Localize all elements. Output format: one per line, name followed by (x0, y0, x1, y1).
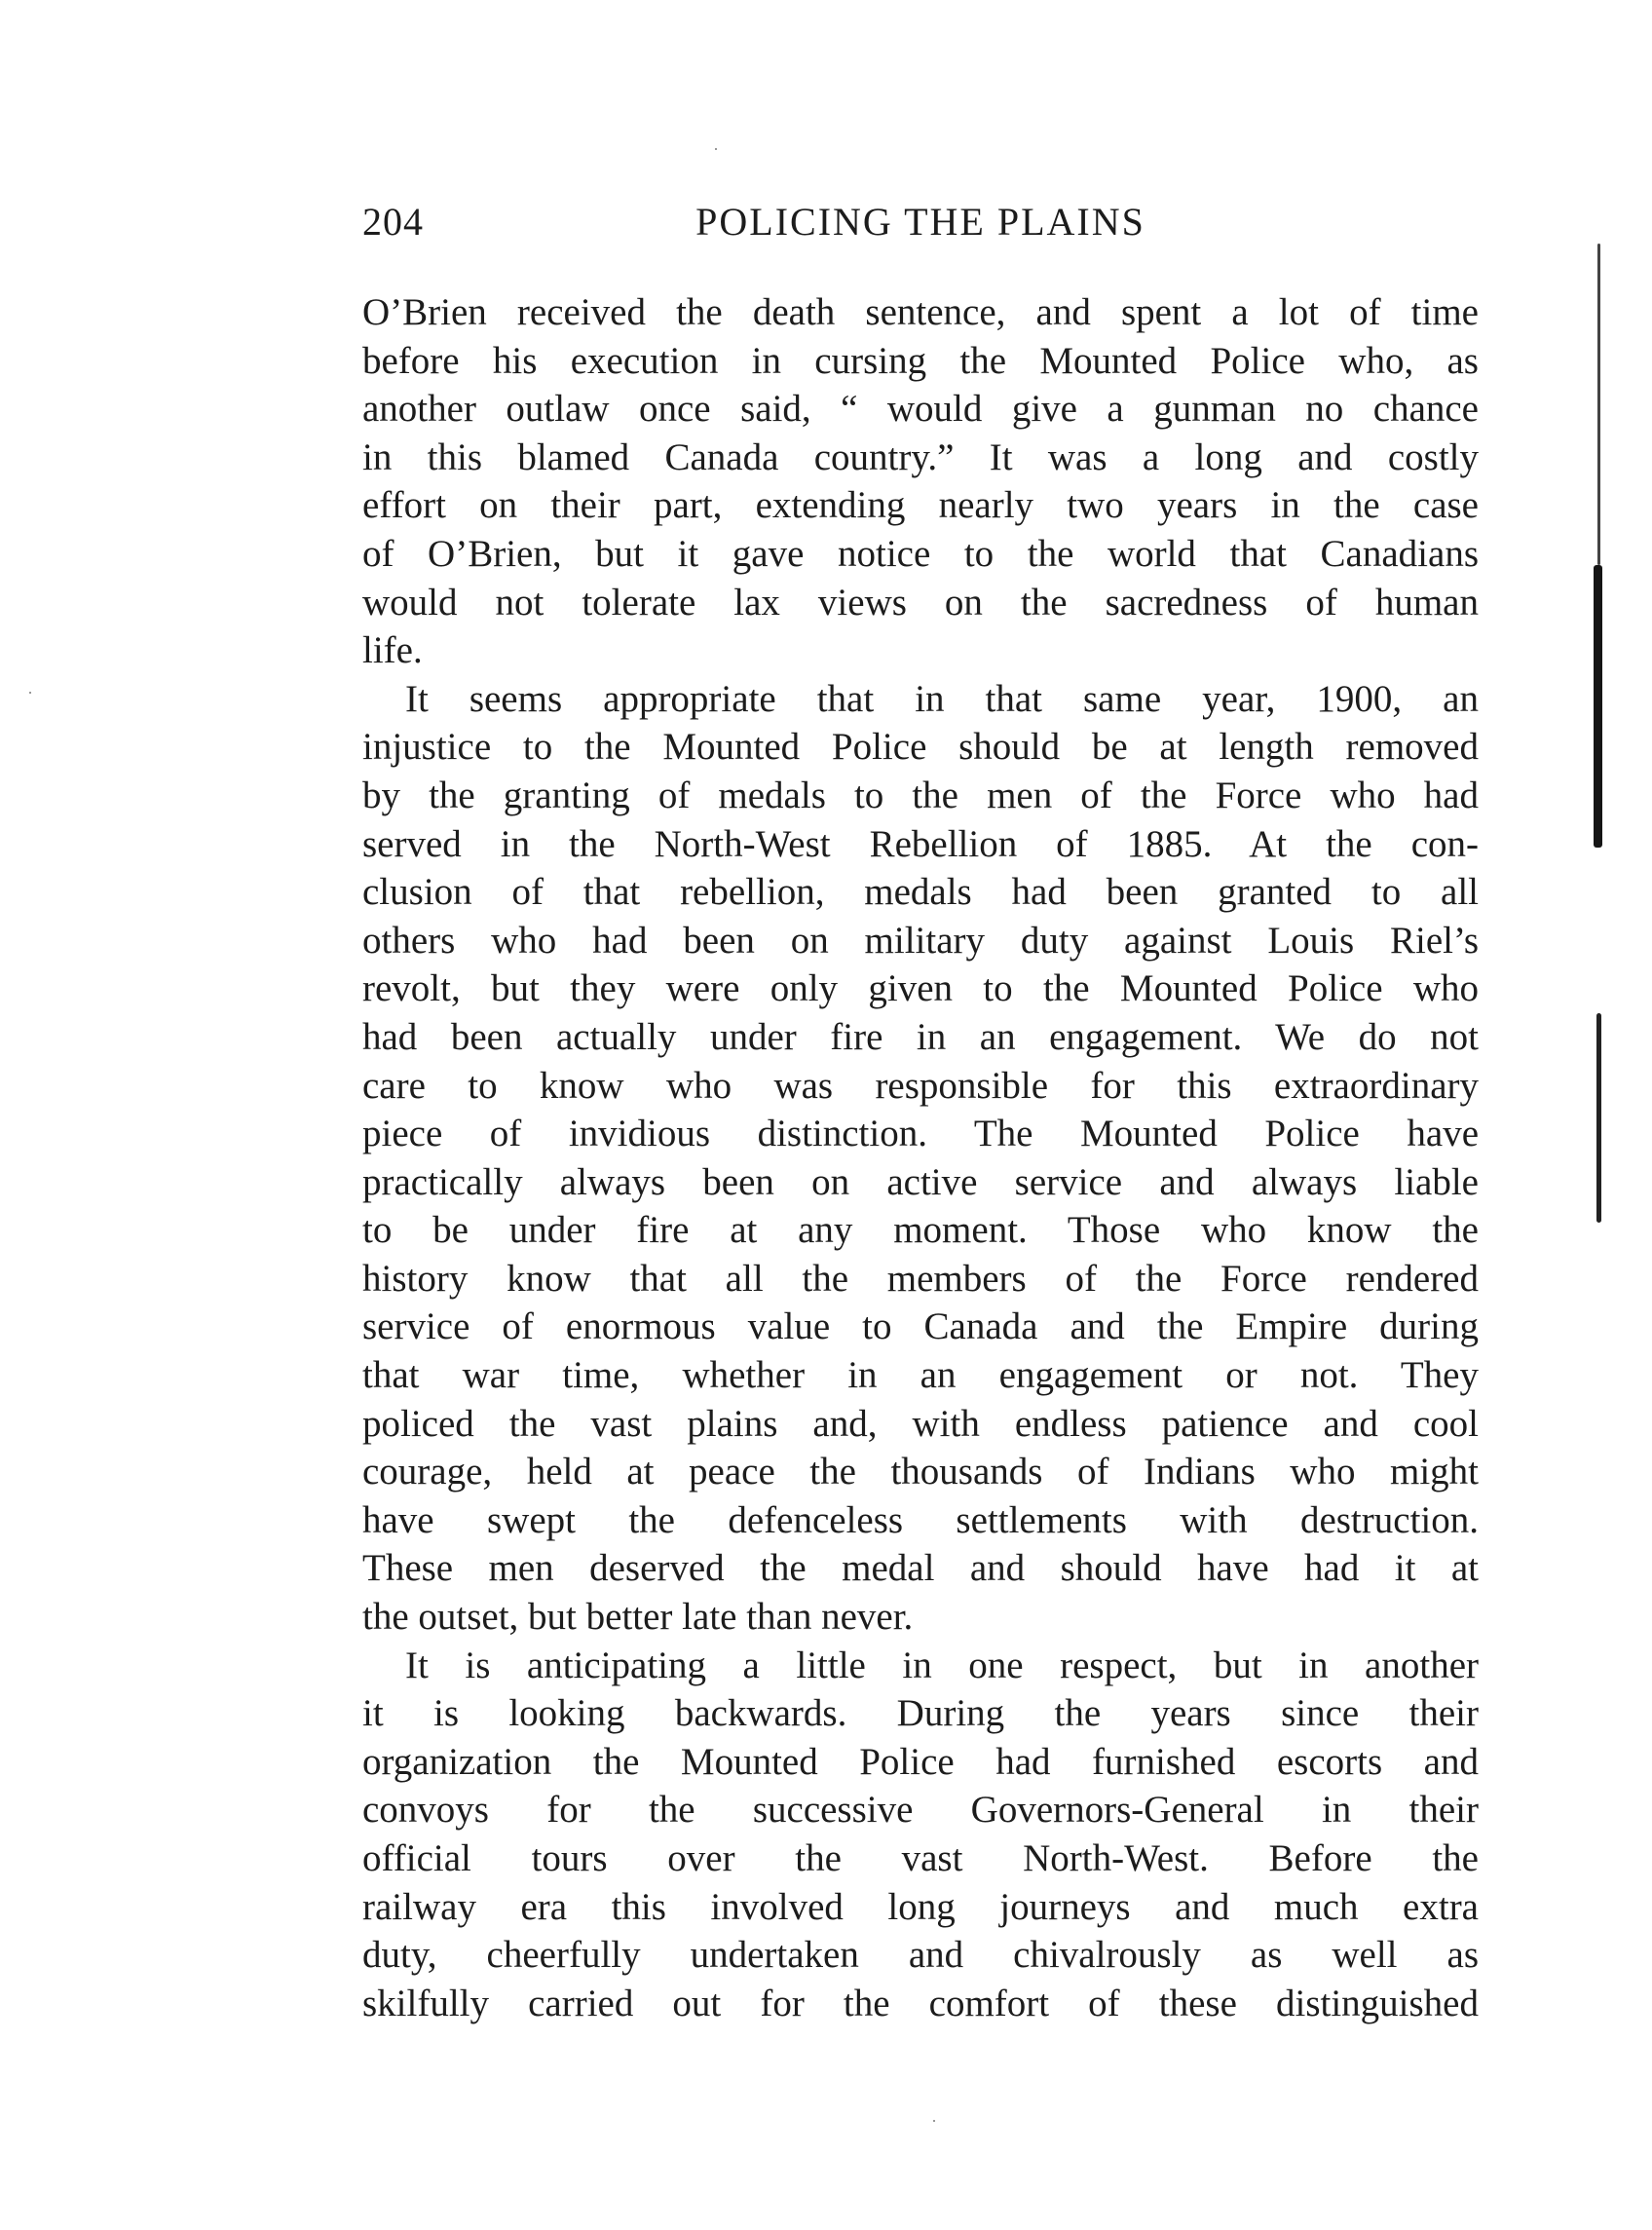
text-line: O’Brien received the death sentence, and spent a lot of time (362, 291, 1479, 333)
text-line: organization the Mounted Police had furnished escorts and (362, 1740, 1479, 1783)
text-line: These men deserved the medal and should have had it at (362, 1547, 1479, 1590)
scan-speck (933, 2120, 935, 2122)
text-line: courage, held at peace the thousands of Indians who might (362, 1451, 1479, 1493)
text-line: piece of invidious distinction. The Mounted Police have (362, 1113, 1479, 1155)
text-line: would not tolerate lax views on the sacredness of human (362, 581, 1479, 624)
text-line: others who had been on military duty against Louis Riel’s (362, 919, 1479, 962)
page-number: 204 (362, 200, 424, 244)
paragraph (362, 288, 1479, 675)
scan-artifact (1596, 1013, 1601, 1223)
text-line: in this blamed Canada country.” It was a long and costly (362, 435, 1479, 478)
text-line: practically always been on active service and always liable (362, 1160, 1479, 1203)
scan-speck (29, 692, 31, 694)
text-line: another outlaw once said, “ would give a gunman no chance (362, 388, 1479, 431)
text-line: care to know who was responsible for this extraordinary (362, 1064, 1479, 1107)
body-text (362, 288, 1479, 2027)
text-line: had been actually under fire in an engagement. We do not (362, 1015, 1479, 1058)
text-line: history know that all the members of the Force rendered (362, 1257, 1479, 1300)
text-line: before his execution in cursing the Mounted Police who, as (362, 339, 1479, 382)
text-line: duty, cheerfully undertaken and chivalrously as well as (362, 1934, 1479, 1977)
text-line: service of enormous value to Canada and the Empire during (362, 1305, 1479, 1348)
text-line: by the granting of medals to the men of the Force who had (362, 774, 1479, 816)
scan-artifact (1597, 244, 1600, 565)
text-line: It is anticipating a little in one respect, but in another (405, 1644, 1479, 1686)
text-line: effort on their part, extending nearly two years in the case (362, 484, 1479, 527)
scan-speck (715, 148, 717, 150)
running-head: POLICING THE PLAINS (695, 200, 1145, 244)
text-line: skilfully carried out for the comfort of these distinguished (362, 1982, 1479, 2024)
page-header (362, 199, 1479, 257)
text-line: it is looking backwards. During the years since their (362, 1692, 1479, 1735)
paragraph (362, 1642, 1479, 2028)
text-line: convoys for the successive Governors-General in their (362, 1789, 1479, 1832)
text-line: railway era this involved long journeys and much extra (362, 1885, 1479, 1928)
text-line: clusion of that rebellion, medals had been granted to all (362, 871, 1479, 914)
text-line: served in the North-West Rebellion of 1885. At the con- (362, 822, 1479, 865)
text-line: have swept the defenceless settlements with destruction. (362, 1498, 1479, 1541)
text-line: It seems appropriate that in that same year, 1900, an (405, 677, 1479, 720)
text-line: life. (362, 629, 423, 672)
text-line: revolt, but they were only given to the Mounted Police who (362, 967, 1479, 1010)
text-line: of O’Brien, but it gave notice to the world that Canadians (362, 532, 1479, 575)
text-line: the outset, but better late than never. (362, 1596, 914, 1639)
text-line: injustice to the Mounted Police should be at length removed (362, 726, 1479, 769)
text-line: official tours over the vast North-West. Before the (362, 1837, 1479, 1879)
text-line: that war time, whether in an engagement or not. They (362, 1354, 1479, 1397)
scan-artifact (1594, 565, 1602, 848)
paragraph (362, 675, 1479, 1642)
text-line: policed the vast plains and, with endless patience and cool (362, 1402, 1479, 1445)
text-line: to be under fire at any moment. Those who know the (362, 1209, 1479, 1252)
